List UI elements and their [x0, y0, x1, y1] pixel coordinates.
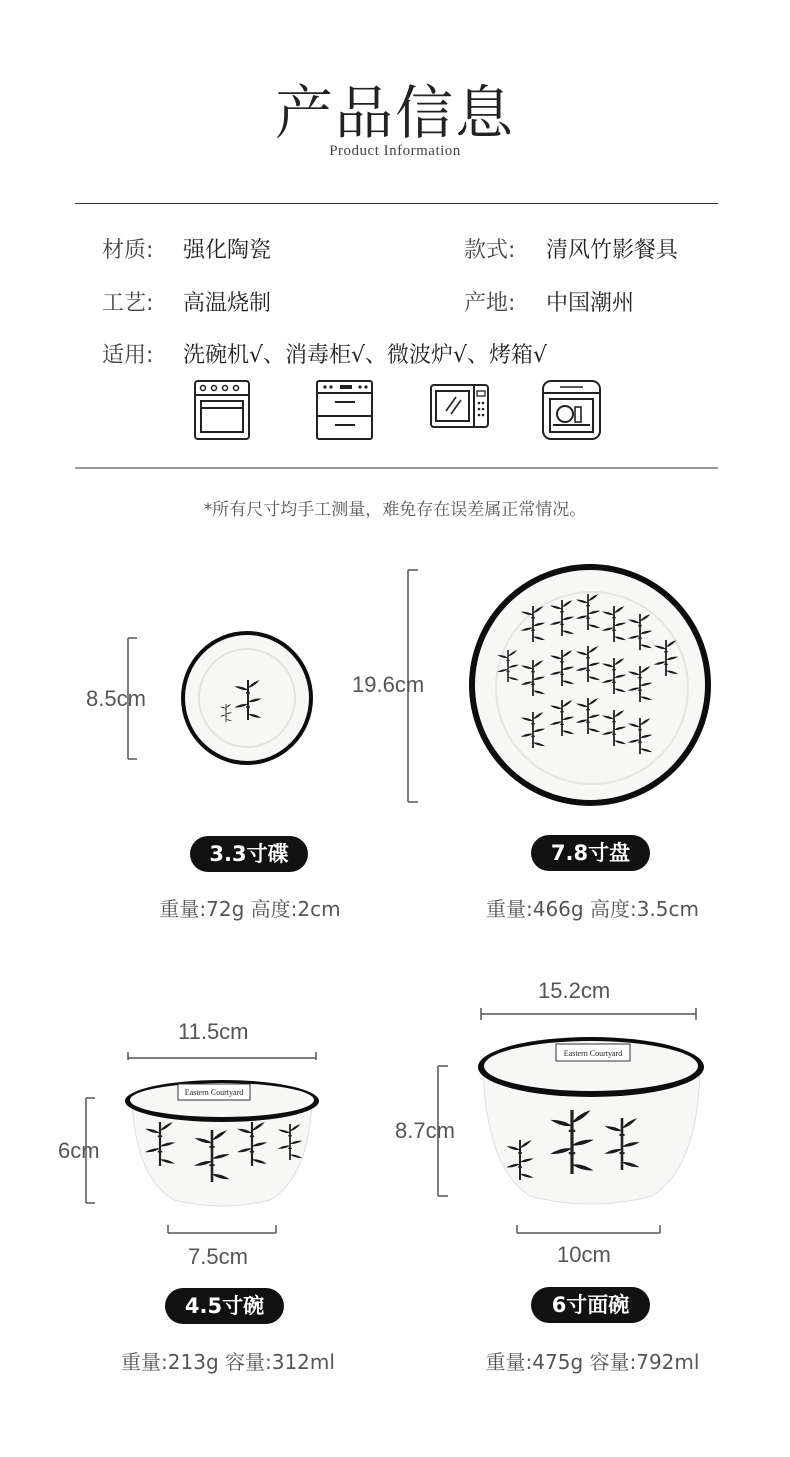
plate-name-badge: 7.8寸盘: [531, 835, 650, 871]
dish-diameter-label: 8.5cm: [86, 686, 146, 711]
plate-diameter-label: 19.6cm: [352, 672, 425, 697]
large-bowl-height: 8.7cm: [395, 1118, 455, 1143]
dish-name-badge: 3.3寸碟: [190, 836, 308, 872]
origin-label: 产地:: [464, 291, 516, 316]
small-bowl-top-bracket: [128, 1052, 316, 1060]
large-bowl-top-width: 15.2cm: [538, 978, 611, 1003]
style-value: 清风竹影餐具: [546, 238, 679, 263]
small-bowl-name-badge: 4.5寸碗: [165, 1288, 284, 1324]
style-label: 款式:: [464, 238, 516, 263]
page-subtitle: Product Information: [329, 143, 461, 159]
large-bowl-top-bracket: [481, 1008, 696, 1020]
plate-image: [469, 564, 711, 806]
microwave-icon: [431, 385, 488, 427]
process-value: 高温烧制: [183, 291, 272, 316]
small-bowl-base-bracket: [168, 1225, 276, 1233]
large-bowl-stats: 重量:475g 容量:792ml: [485, 1350, 700, 1374]
large-bowl-image: [478, 1037, 704, 1204]
usage-value: 洗碗机√、消毒柜√、微波炉√、烤箱√: [183, 343, 548, 368]
usage-label: 适用:: [102, 343, 154, 368]
dish-stats: 重量:72g 高度:2cm: [159, 897, 341, 921]
large-bowl-stamp: Eastern Courtyard: [563, 1049, 623, 1058]
large-bowl-base-bracket: [517, 1225, 660, 1233]
material-value: 强化陶瓷: [183, 238, 272, 263]
measurement-note: *所有尺寸均手工测量，难免存在误差属正常情况。: [203, 500, 587, 520]
process-label: 工艺:: [102, 291, 154, 316]
sterilizer-cabinet-icon: [317, 381, 372, 439]
small-bowl-stamp: Eastern Courtyard: [184, 1088, 244, 1097]
large-bowl-name-badge: 6寸面碗: [531, 1287, 650, 1323]
dish-image: [181, 631, 313, 765]
origin-value: 中国潮州: [546, 291, 635, 316]
small-bowl-base-width: 7.5cm: [188, 1244, 248, 1269]
material-label: 材质:: [102, 238, 154, 263]
small-bowl-stats: 重量:213g 容量:312ml: [121, 1350, 335, 1374]
small-bowl-height: 6cm: [58, 1138, 100, 1163]
dishwasher-icon: [543, 381, 600, 439]
large-bowl-base-width: 10cm: [557, 1242, 611, 1267]
small-bowl-top-width: 11.5cm: [178, 1019, 249, 1044]
page-title: 产品信息: [274, 79, 515, 147]
plate-stats: 重量:466g 高度:3.5cm: [486, 897, 699, 921]
oven-icon: [195, 381, 249, 439]
small-bowl-image: [125, 1080, 319, 1206]
